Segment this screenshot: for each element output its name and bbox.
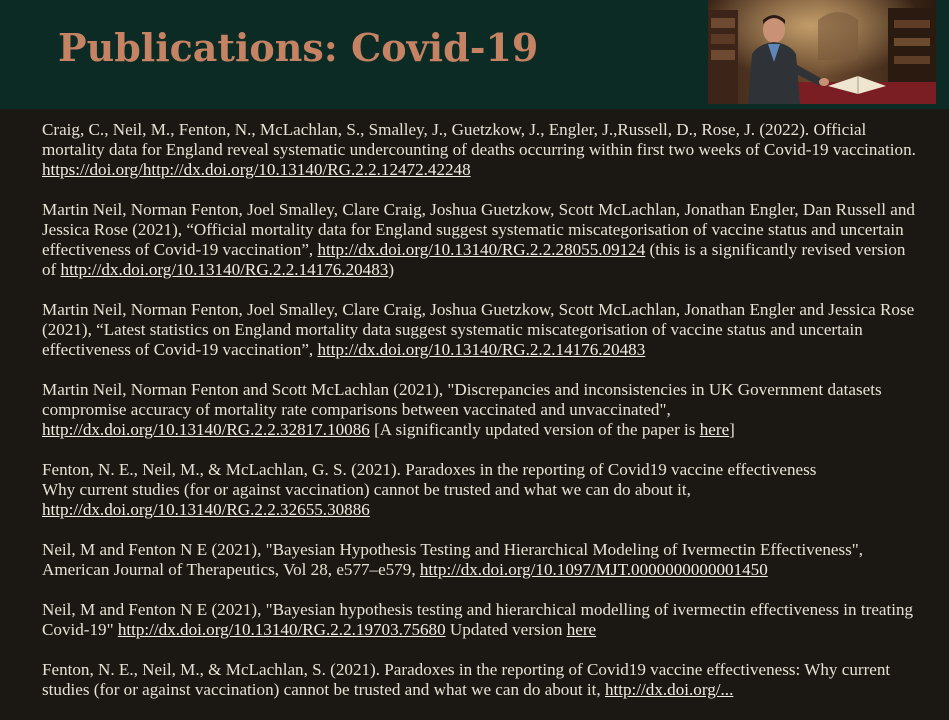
publication-note: Updated version — [445, 620, 567, 639]
publications-list — [42, 120, 922, 720]
publication-note: (this is a significantly revised version of — [42, 240, 906, 279]
publication-note-end: ] — [729, 420, 735, 439]
publication-item — [42, 120, 922, 180]
publication-subtitle: Why current studies (for or against vaccination) cannot be trusted and what we can do about it, — [42, 480, 691, 499]
publication-doi-link[interactable]: http://dx.doi.org/10.13140/RG.2.2.32817.10086 — [42, 420, 370, 439]
publication-citation: Craig, C., Neil, M., Fenton, N., McLachlan, S., Smalley, J., Guetzkow, J., Engler, J.,Russell, D., Rose, J. (2022). Official mortality data for England reveal systematic undercounting of deaths occurring within first two weeks of Covid-19 vaccination. — [42, 120, 916, 159]
publication-item — [42, 600, 922, 640]
publication-doi-link[interactable]: http://dx.doi.org/10.13140/RG.2.2.32655.30886 — [42, 500, 370, 519]
publication-doi-link[interactable]: http://dx.doi.org/10.13140/RG.2.2.14176.20483 — [317, 340, 646, 359]
publication-citation: Fenton, N. E., Neil, M., & McLachlan, S. (2021). Paradoxes in the reporting of Covid19 vaccine effectiveness: Why current studies (for or against vaccination) cannot be trusted and what we can do about it, — [42, 660, 891, 699]
publication-doi-link[interactable]: https://doi.org/http://dx.doi.org/10.13140/RG.2.2.12472.42248 — [42, 160, 471, 179]
publication-doi-link[interactable]: http://dx.doi.org/... — [604, 680, 734, 699]
publication-citation: Fenton, N. E., Neil, M., & McLachlan, G. S. (2021). Paradoxes in the reporting of Covid19 vaccine effectiveness — [42, 460, 817, 479]
publication-citation: Martin Neil, Norman Fenton, Joel Smalley, Clare Craig, Joshua Guetzkow, Scott McLachlan, Jonathan Engler and Jessica Rose (2021), “Latest statistics on England mortality data suggest systematic miscategorisation of vaccine status and uncertain effectiveness of Covid-19 vaccination”, — [42, 300, 915, 359]
updated-version-link[interactable]: here — [566, 620, 597, 639]
publication-note: [A significantly updated version of the paper is — [369, 420, 700, 439]
publication-item — [42, 200, 922, 280]
publication-doi-link[interactable]: http://dx.doi.org/10.13140/RG.2.2.28055.09124 — [317, 240, 646, 259]
previous-version-link[interactable]: http://dx.doi.org/10.13140/RG.2.2.14176.20483 — [60, 260, 389, 279]
publication-citation: Martin Neil, Norman Fenton, Joel Smalley, Clare Craig, Joshua Guetzkow, Scott McLachlan, Jonathan Engler, Dan Russell and Jessica Rose (2021), “Official mortality data for England suggest systematic miscategorisation of vaccine status and uncertain effectiveness of Covid-19 vaccination”, — [42, 200, 915, 259]
page-title: Publications: Covid-19 — [58, 25, 539, 70]
publication-item — [42, 660, 922, 700]
publication-note-end: ) — [388, 260, 395, 279]
publication-citation: Neil, M and Fenton N E (2021), "Bayesian hypothesis testing and hierarchical modelling of ivermectin effectiveness in treating Covid-19" — [42, 600, 914, 639]
publication-citation: Neil, M and Fenton N E (2021), "Bayesian Hypothesis Testing and Hierarchical Modeling of Ivermectin Effectiveness", American Journal of Therapeutics, Vol 28, e577–e579, — [42, 540, 864, 579]
page-header — [0, 0, 949, 109]
updated-version-link[interactable]: here — [699, 420, 730, 439]
publication-item — [42, 300, 922, 360]
publication-citation: Martin Neil, Norman Fenton and Scott McLachlan (2021), "Discrepancies and inconsistencies in UK Government datasets compromise accuracy of mortality rate comparisons between vaccinated and unvaccinated", — [42, 380, 882, 419]
publication-item — [42, 380, 922, 440]
publication-doi-link[interactable]: http://dx.doi.org/10.13140/RG.2.2.19703.75680 — [117, 620, 446, 639]
author-portrait-image — [708, 0, 936, 104]
publication-doi-link[interactable]: http://dx.doi.org/10.1097/MJT.0000000000001450 — [419, 560, 768, 579]
publication-item — [42, 540, 922, 580]
publication-item — [42, 460, 922, 520]
